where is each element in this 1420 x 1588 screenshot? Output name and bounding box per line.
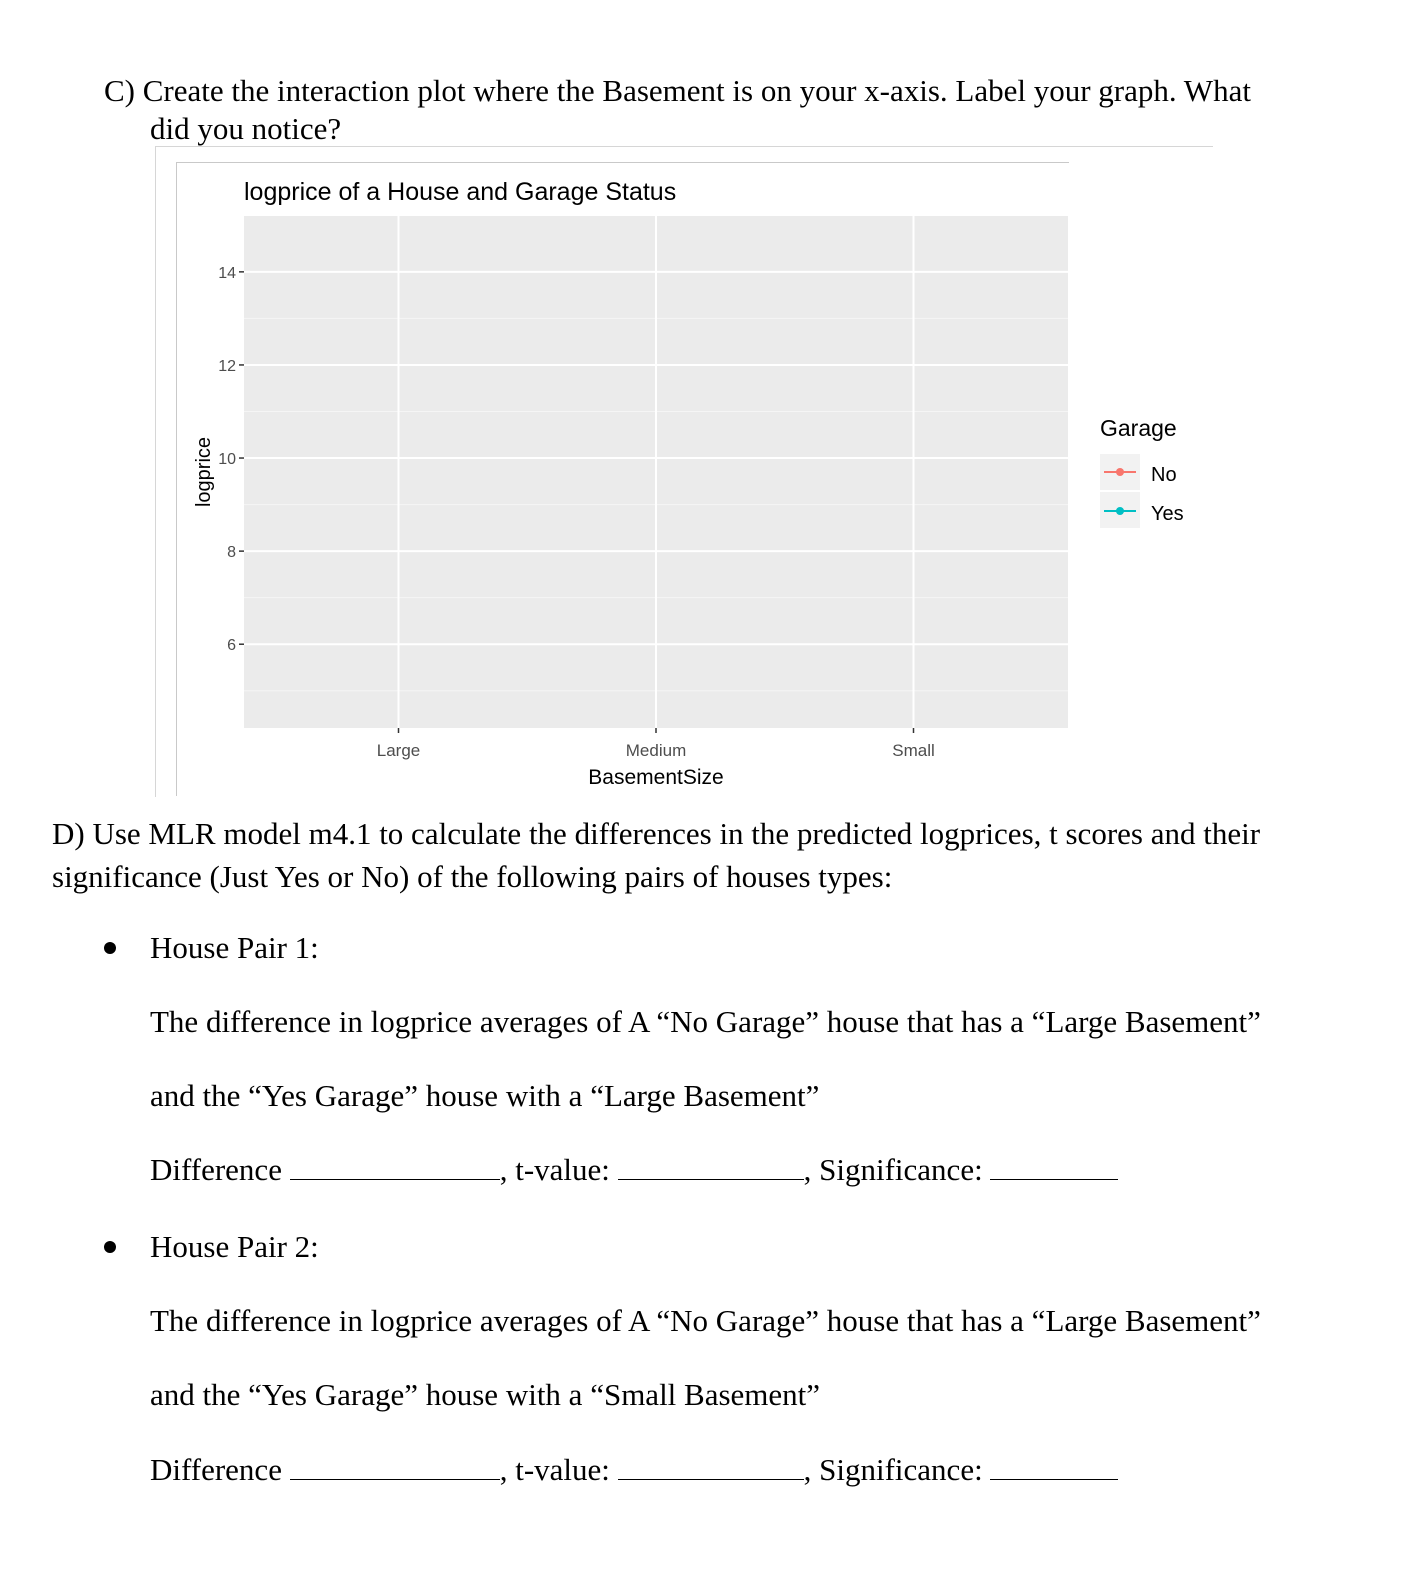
pair-1-tvalue-blank[interactable] <box>618 1153 804 1180</box>
pair-2-significance-blank[interactable] <box>990 1453 1118 1480</box>
y-tick-label-12: 12 <box>218 357 236 375</box>
pair-1-significance-blank[interactable] <box>990 1153 1118 1180</box>
bullet-pair-1 <box>104 942 116 954</box>
legend-label-no: No <box>1151 464 1177 486</box>
y-tick-label-6: 6 <box>227 637 236 655</box>
pair-2-difference-label: Difference <box>150 1452 282 1487</box>
pair-2-line1: The difference in logprice averages of A “No Garage” house that has a “Large Basement” <box>150 1303 1261 1338</box>
y-axis-title: logprice <box>193 436 215 508</box>
x-tick-label-medium: Medium <box>625 741 687 760</box>
pair-1-significance-label: , Significance: <box>803 1152 983 1187</box>
x-tick-label-large: Large <box>376 741 421 760</box>
pair-2-tvalue-blank[interactable] <box>618 1453 804 1480</box>
pair-2-tvalue-label: , t-value: <box>499 1452 610 1487</box>
pair-1-difference-blank[interactable] <box>290 1153 500 1180</box>
x-axis-ticks <box>377 728 935 760</box>
pair-2-difference-blank[interactable] <box>290 1453 500 1480</box>
y-tick-label-10: 10 <box>218 451 236 469</box>
legend-point-no <box>1116 468 1124 476</box>
pair-1-title: House Pair 1: <box>150 930 319 965</box>
pair-1-tvalue-label: , t-value: <box>499 1152 610 1187</box>
question-d-line1: D) Use MLR model m4.1 to calculate the differences in the predicted logprices, t scores and their <box>52 816 1261 851</box>
legend <box>1100 415 1184 528</box>
legend-label-yes: Yes <box>1151 503 1184 525</box>
x-tick-label-small: Small <box>892 741 935 760</box>
chart-title: logprice of a House and Garage Status <box>244 178 677 206</box>
y-tick-label-14: 14 <box>218 264 236 282</box>
pair-2-significance-label: , Significance: <box>803 1452 983 1487</box>
y-tick-label-8: 8 <box>227 544 236 562</box>
y-axis-ticks <box>218 265 244 654</box>
legend-point-yes <box>1116 507 1124 515</box>
question-c-line2: did you notice? <box>150 111 342 146</box>
pair-2-answer-row <box>150 1452 1118 1488</box>
pair-1-line2: and the “Yes Garage” house with a “Large Basement” <box>150 1078 820 1113</box>
pair-1-answer-row <box>150 1152 1118 1188</box>
question-c-line1: C) Create the interaction plot where the Basement is on your x-axis. Label your graph. What <box>104 73 1251 108</box>
x-axis-title: BasementSize <box>588 766 724 789</box>
legend-title: Garage <box>1100 415 1177 441</box>
pair-2-title: House Pair 2: <box>150 1229 319 1264</box>
bullet-pair-2 <box>104 1241 116 1253</box>
pair-1-difference-label: Difference <box>150 1152 282 1187</box>
pair-2-line2: and the “Yes Garage” house with a “Small Basement” <box>150 1377 821 1412</box>
question-d-line2: significance (Just Yes or No) of the following pairs of houses types: <box>52 859 893 894</box>
pair-1-line1: The difference in logprice averages of A “No Garage” house that has a “Large Basement” <box>150 1004 1261 1039</box>
